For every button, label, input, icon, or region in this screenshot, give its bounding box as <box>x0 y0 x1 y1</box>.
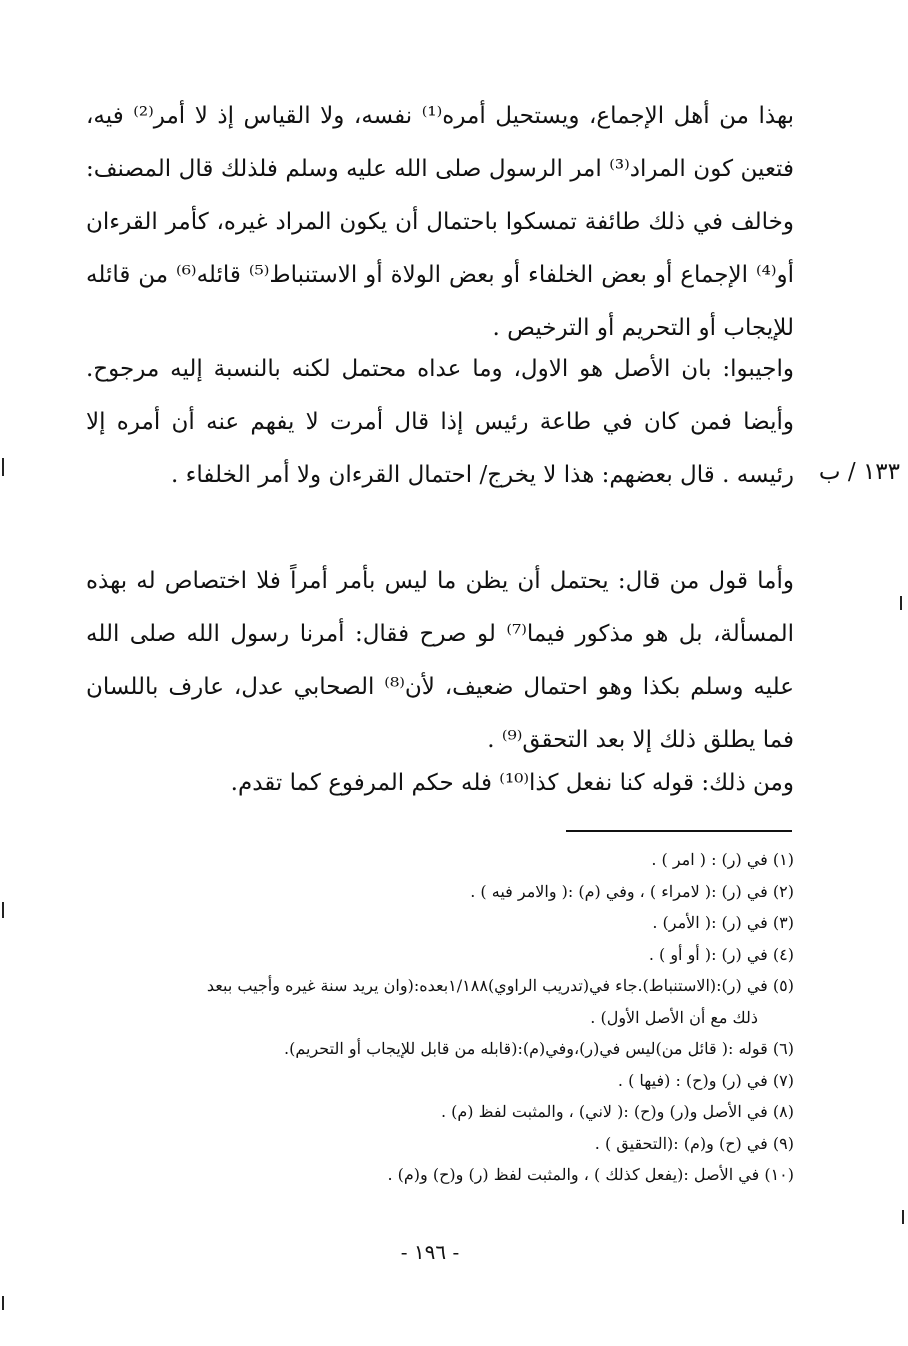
paragraph-3: وأما قول من قال: يحتمل أن يظن ما ليس بأمر أمراً فلا اختصاص له بهذه المسألة، بل هو مذكور فيما⁽⁷⁾ لو صرح فقال: أمرنا رسول الله صلى الله عليه وسلم بكذا وهو احتمال ضعيف، لأن⁽⁸⁾ الصحابي عدل، عارف باللسان فما يطلق ذلك إلا بعد التحقق⁽⁹⁾ . <box>86 568 794 753</box>
scan-edge-mark <box>2 458 4 476</box>
footnote-7: (٧) في (ر) و(ح) : (فيها ) . <box>617 1070 794 1090</box>
footnote-10: (١٠) في الأصل :(يفعل كذلك ) ، والمثبت لفظ (ر) و(ح) و(م) . <box>387 1165 794 1184</box>
manuscript-folio-note: ١٣٣ / ب <box>818 459 900 485</box>
footnote-5: (٥) في (ر):(الاستنباط).جاء في(تدريب الراوي)١/١٨٨بعده:(وان يريد سنة غيره وأجيب ببعد <box>206 976 794 995</box>
paragraph-1: بهذا من أهل الإجماع، ويستحيل أمره⁽¹⁾ نفسه، ولا القياس إذ لا أمر⁽²⁾ فيه، فتعين كون المراد⁽³⁾ امر الرسول صلى الله عليه وسلم فلذلك قال المصنف: وخالف في ذلك طائفة تمسكوا باحتمال أن يكون المراد غيره، كأمر القرءان أو⁽⁴⁾ الإجماع أو بعض الخلفاء أو بعض الولاة أو الاستنباط⁽⁵⁾ قائله⁽⁶⁾ من قائله للإيجاب أو التحريم أو الترخيص . <box>86 103 794 341</box>
footnote-8: (٨) في الأصل و(ر) و(ح) :( لاني) ، والمثبت لفظ (م) . <box>440 1102 794 1121</box>
footnote-5-continued <box>88 1002 794 1034</box>
scan-edge-mark <box>902 1210 904 1224</box>
footnote-3: (٣) في (ر) :( الأمر) . <box>652 913 794 932</box>
scan-edge-mark <box>2 1296 4 1310</box>
footnote-1: (١) في (ر) : ( امر ) . <box>651 850 794 869</box>
scan-edge-mark <box>900 596 902 610</box>
footnote-9: (٩) في (ح) و(م) :(التحقيق ) . <box>594 1133 794 1153</box>
footnote-4: (٤) في (ر) :( أو أو ) . <box>648 944 794 964</box>
footnote-2: (٢) في (ر) :( لامراء ) ، وفي (م) :( والامر فيه ) . <box>470 881 794 901</box>
footnotes <box>88 844 794 1191</box>
paragraph-4: ومن ذلك: قوله كنا نفعل كذا⁽¹⁰⁾ فله حكم المرفوع كما تقدم. <box>230 770 794 796</box>
footnote-5-continuation-text: ذلك مع أن الأصل الأول) . <box>590 1007 758 1027</box>
paragraph-2: واجيبوا: بان الأصل هو الاول، وما عداه محتمل لكنه بالنسبة إليه مرجوح. وأيضا فمن كان في طاعة رئيس إذا قال أمرت لا يفهم عنه أن أمره إلا رئيسه . قال بعضهم: هذا لا يخرج/ احتمال القرءان ولا أمر الخلفاء . <box>86 356 794 488</box>
page-number: - ١٩٦ - <box>400 1240 460 1264</box>
footnote-6: (٦) قوله :( قائل من)ليس في(ر)،وفي(م):(قابله من قابل للإيجاب أو التحريم). <box>284 1039 794 1058</box>
scan-edge-mark <box>2 902 4 918</box>
footnote-separator <box>566 830 792 832</box>
